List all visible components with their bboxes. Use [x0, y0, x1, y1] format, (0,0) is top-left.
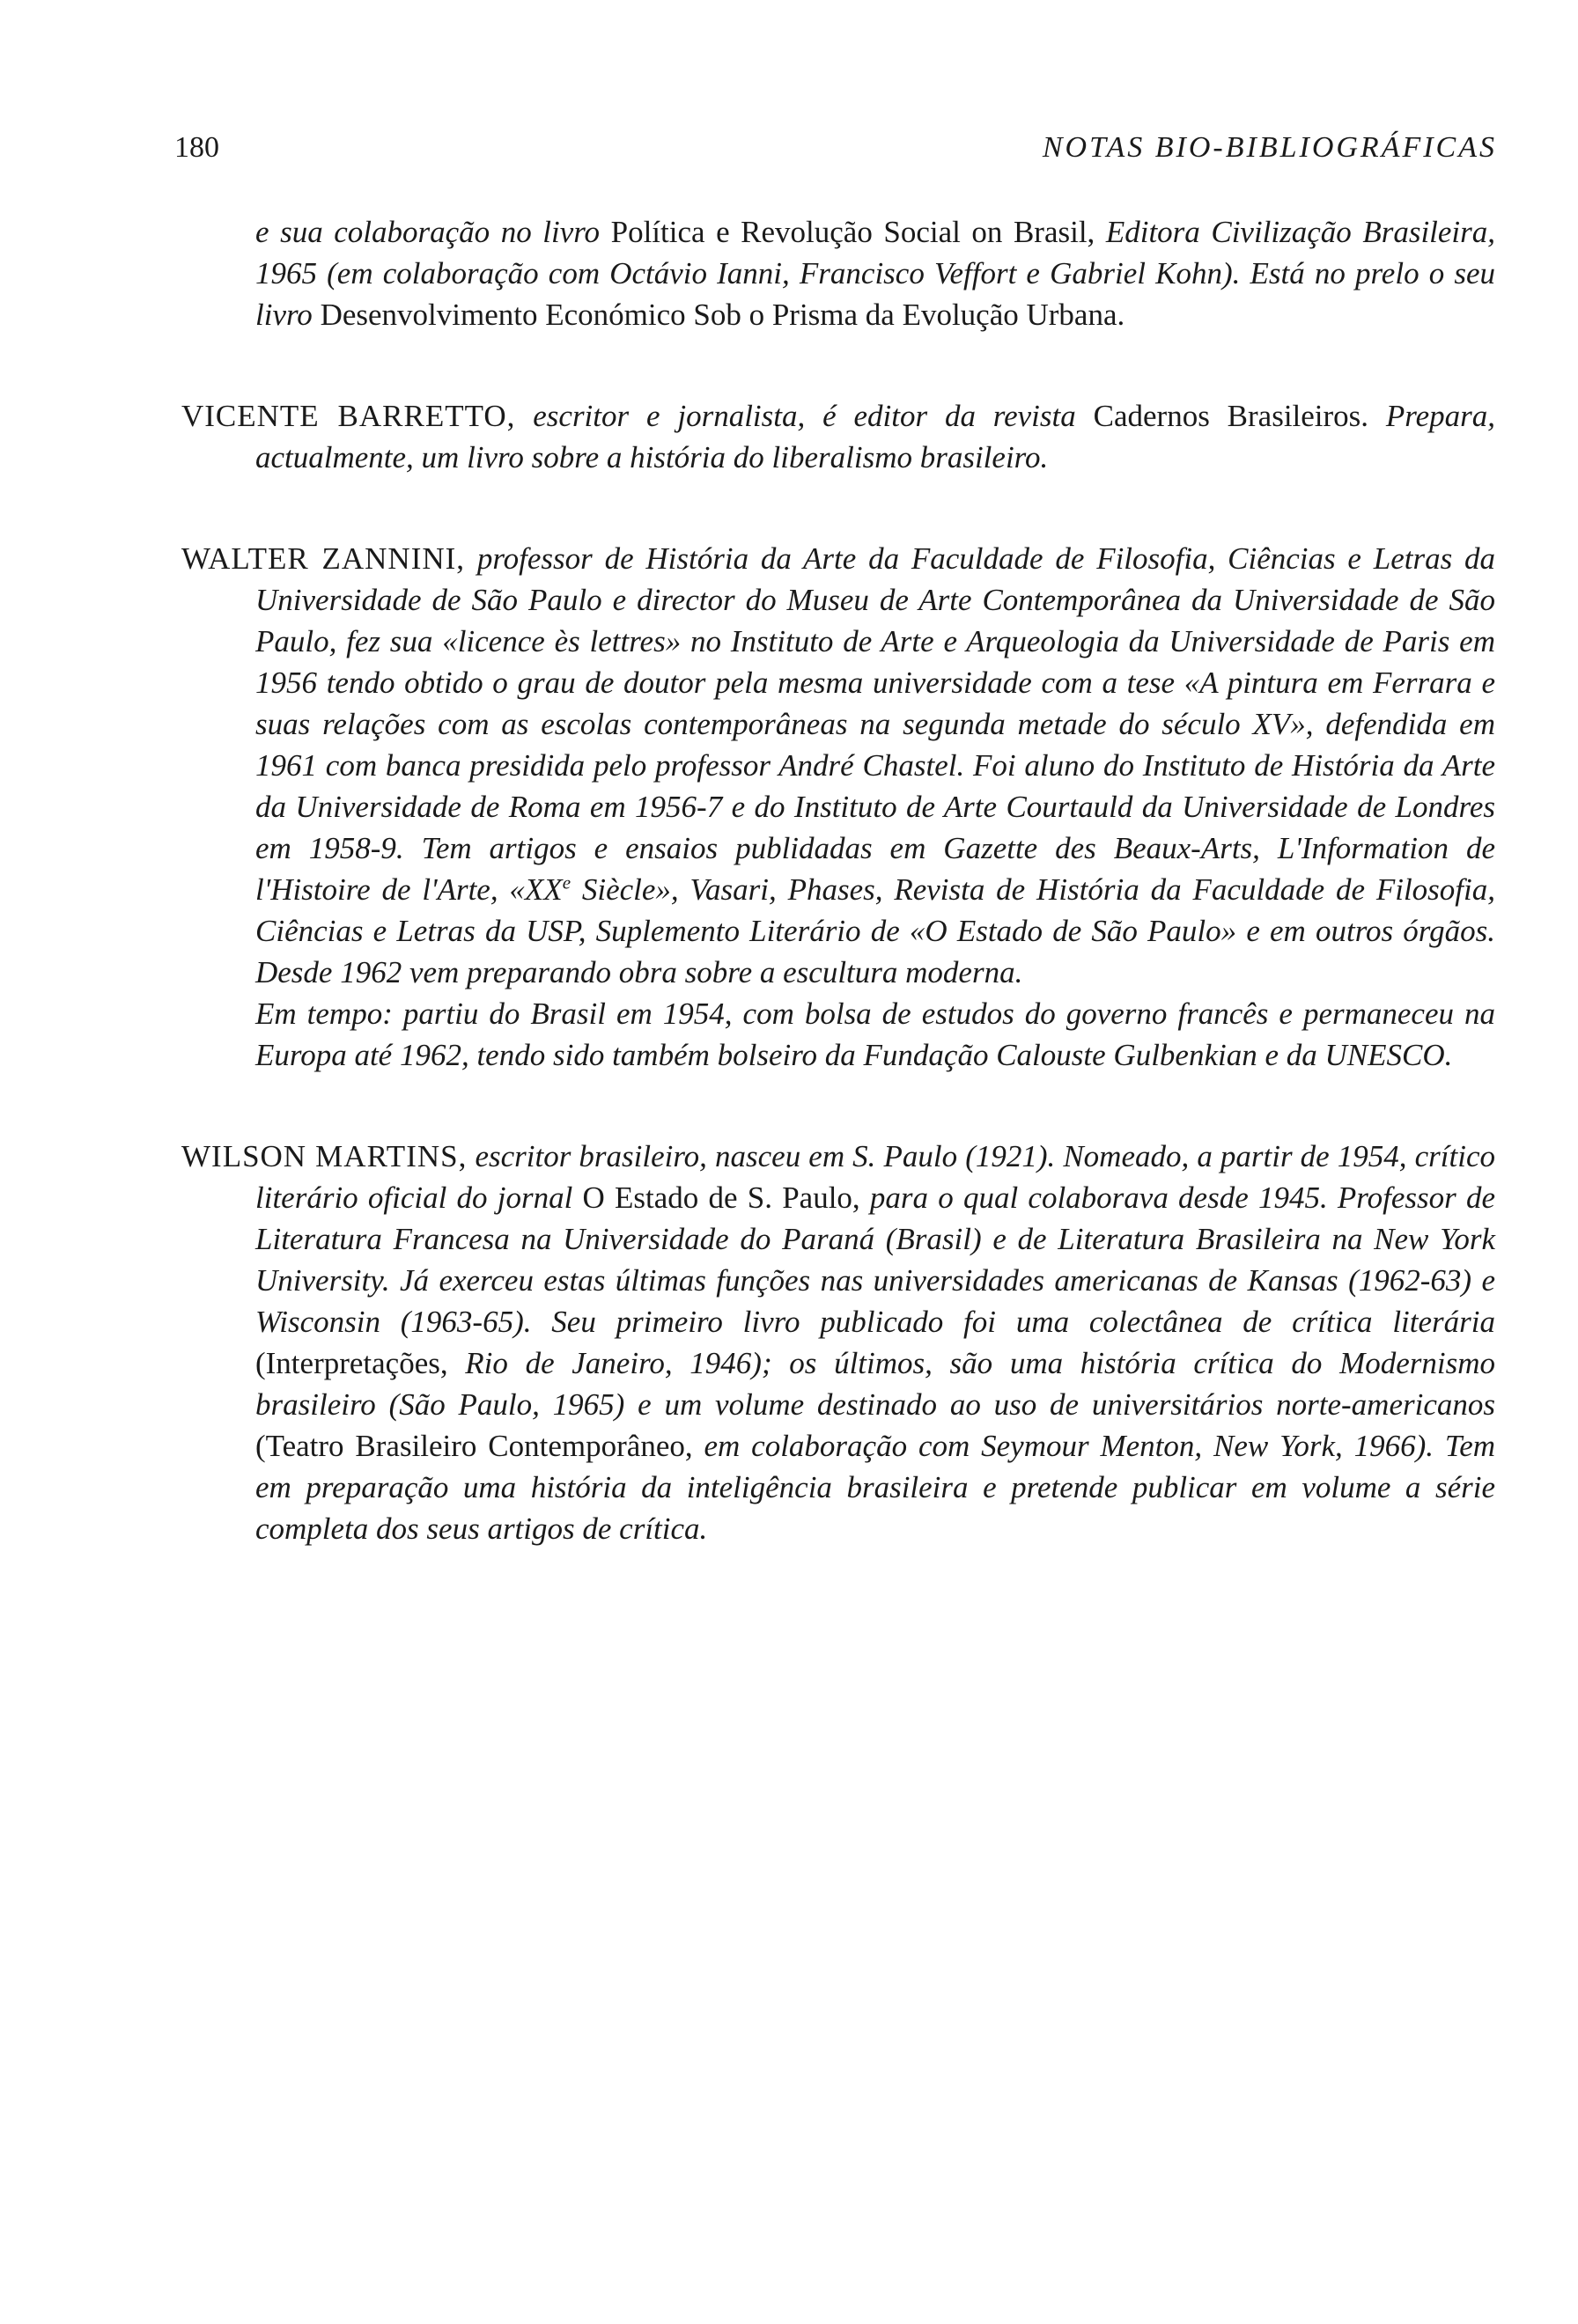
entry-text: escritor brasileiro, nasceu em S. Paulo (1921). Nomeado, a partir de 1954, crítico literário oficial do jornal [255, 1139, 1495, 1215]
book-title: Desenvolvimento Económico Sob o Prisma da Evolução Urbana. [320, 298, 1125, 332]
newspaper-title: O Estado de S. Paulo, [582, 1180, 860, 1215]
book-title: (Interpretações, [255, 1346, 448, 1380]
entry-text: em colaboração com Seymour Menton, New York, 1966). Tem em preparação uma história da inteligência brasileira e pretende publicar em volume a série completa dos seus artigos de crítica. [255, 1429, 1495, 1546]
author-name: WILSON MARTINS, [181, 1139, 468, 1173]
page-number: 180 [174, 131, 219, 164]
entry-text: Prepara, actualmente, um livro sobre a história do liberalismo brasileiro. [255, 399, 1496, 474]
entry-text: escritor e jornalista, é editor da revista [533, 399, 1076, 433]
entry-text: Siècle», Vasari, Phases, Revista de História da Faculdade de Filosofia, Ciências e Letras da USP, Suplemento Literário de «O Estado de São Paulo» e em outros órgãos. Desde 1962 vem preparando obra sobre a escultura moderna. [255, 872, 1495, 989]
author-name: WALTER ZANNINI, [181, 541, 466, 576]
author-name: VICENTE BARRETTO, [181, 399, 516, 433]
entry-text: Editora Civilização Brasileira, 1965 (em colaboração com Octávio Ianni, Francisco Veffort e Gabriel Kohn). Está no prelo o seu livro [255, 215, 1496, 332]
book-title: (Teatro Brasileiro Contemporâneo, [255, 1429, 693, 1463]
journal-title: Cadernos Brasileiros. [1093, 399, 1369, 433]
entry-text: e sua colaboração no livro [255, 215, 601, 249]
entry-text: professor de História da Arte da Faculdade de Filosofia, Ciências e Letras da Universidade de São Paulo e director do Museu de Arte Contemporânea da Universidade de São Paulo, fez sua «licence ès lettres» no Instituto de Arte e Arqueologia da Universidade de Paris em 1956 tendo obtido o grau de doutor pela mesma universidade com a tese «A pintura em Ferrara e suas relações com as escolas contemporâneas na segunda metade do século XV», defendida em 1961 com banca presidida pelo professor André Chastel. Foi aluno do Instituto de História da Arte da Universidade de Roma em 1956-7 e do Instituto de Arte Courtauld da Universidade de Londres em 1958-9. Tem artigos e ensaios publidadas em Gazette des Beaux-Arts, L'Information de l'Histoire de l'Arte, «XX [255, 541, 1495, 907]
running-title: NOTAS BIO-BIBLIOGRÁFICAS [1042, 131, 1497, 164]
superscript: e [562, 872, 571, 894]
entry-text: para o qual colaborava desde 1945. Professor de Literatura Francesa na Universidade do Paraná (Brasil) e de Literatura Brasileira na New York University. Já exerceu estas últimas funções nas universidades americanas de Kansas (1962-63) e Wisconsin (1963-65). Seu primeiro livro publicado foi uma colectânea de crítica literária [255, 1180, 1495, 1339]
entry-addendum: Em tempo: partiu do Brasil em 1954, com bolsa de estudos do governo francês e permaneceu na Europa até 1962, tendo sido também bolseiro da Fundação Calouste Gulbenkian e da UNESCO. [255, 997, 1495, 1072]
entry-walter-zannini [181, 538, 1495, 1076]
biographical-notes [181, 211, 1495, 1609]
entry-text: Rio de Janeiro, 1946); os últimos, são uma história crítica do Modernismo brasileiro (São Paulo, 1965) e um volume destinado ao uso de universitários norte-americanos [255, 1346, 1496, 1422]
entry-vicente-barretto [181, 395, 1495, 478]
book-title: Política e Revolução Social on Brasil, [610, 215, 1095, 249]
entry-wilson-martins [181, 1136, 1495, 1549]
continued-entry [181, 211, 1495, 335]
